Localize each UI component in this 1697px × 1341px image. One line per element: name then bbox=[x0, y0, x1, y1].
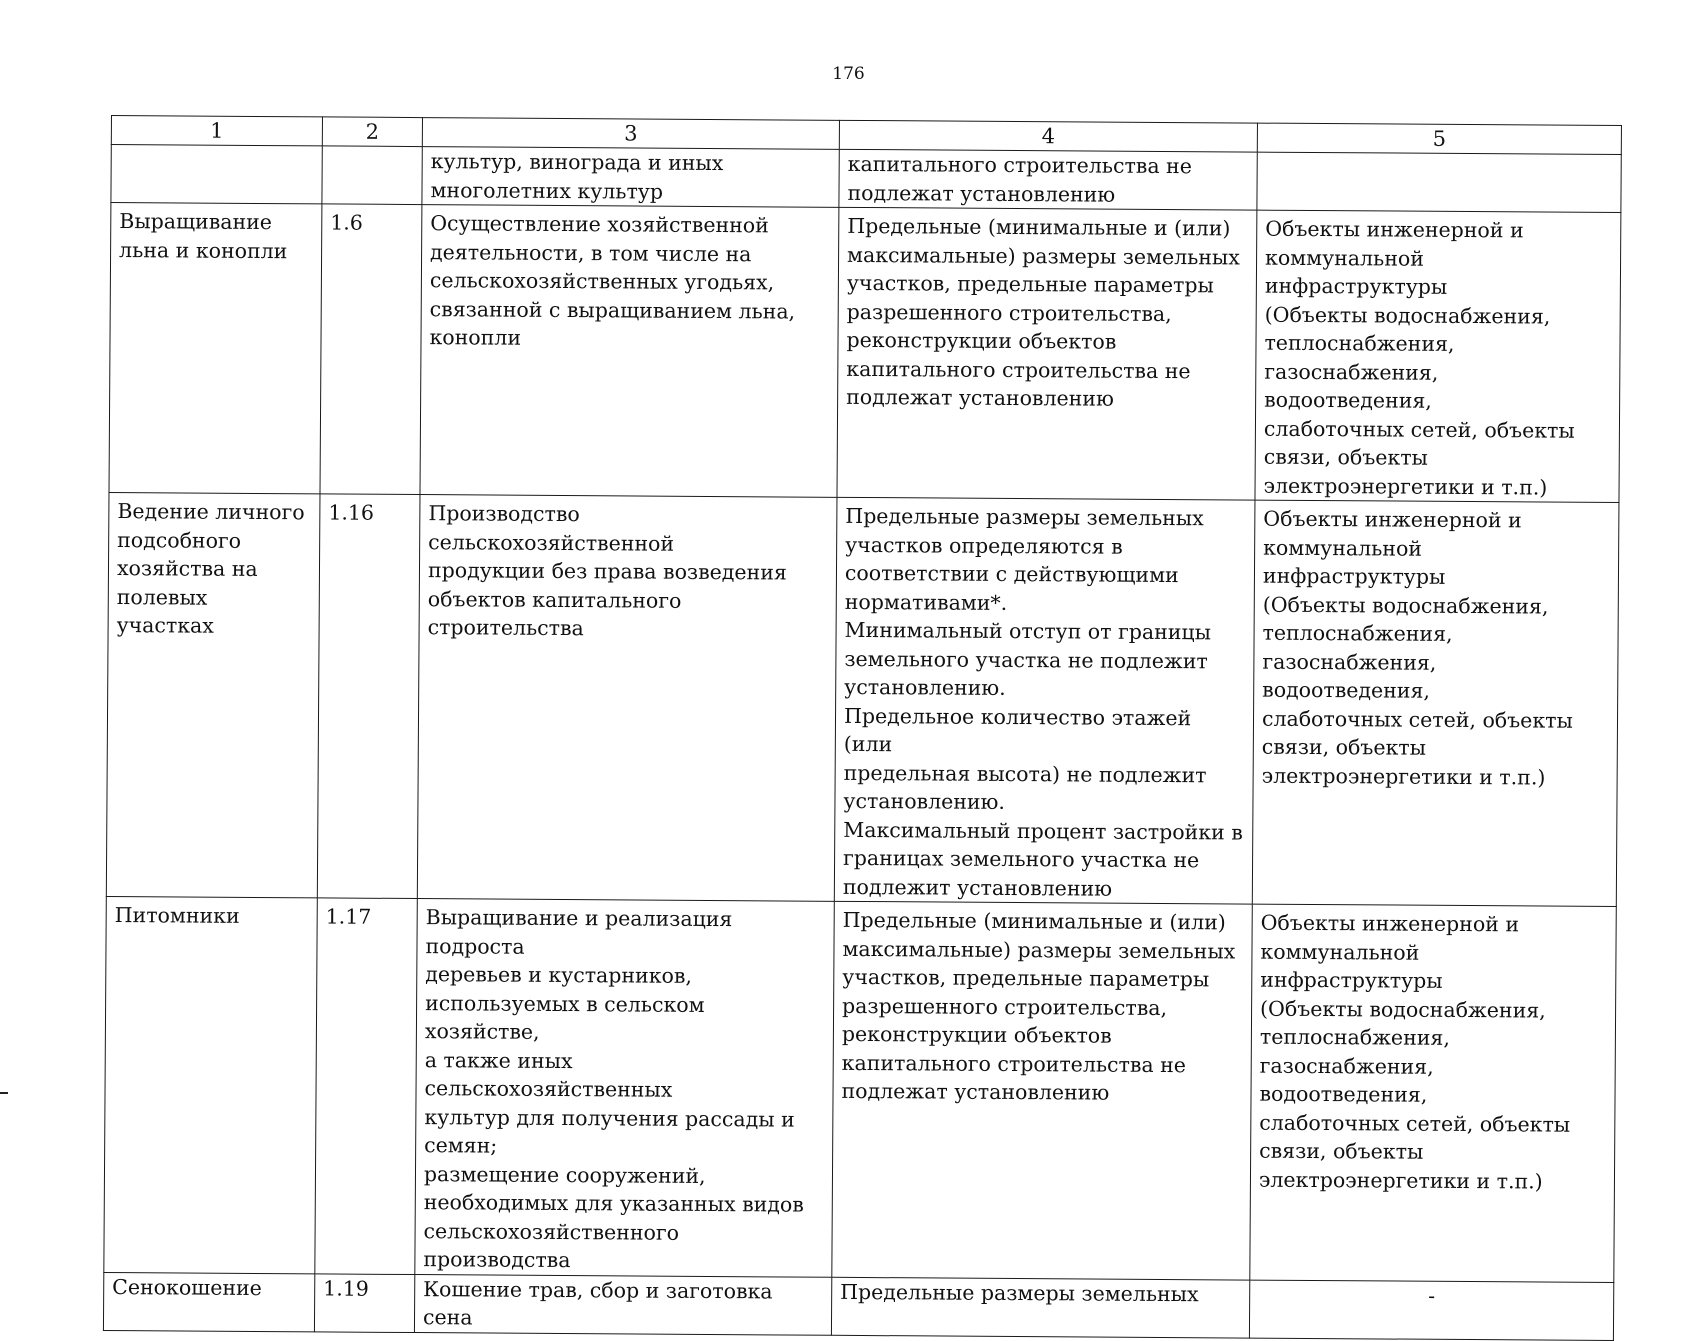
cell-description: Кошение трав, сбор и заготовка сена bbox=[414, 1274, 831, 1335]
column-header-4: 4 bbox=[839, 120, 1257, 152]
page-number: 176 bbox=[832, 64, 865, 84]
margin-mark bbox=[0, 1092, 8, 1094]
cell-use-name: Сенокошение bbox=[103, 1272, 314, 1331]
cell-auxiliary-uses: Объекты инженерной и коммунальной инфраструктуры (Объекты водоснабжения, теплоснабжения, газоснабжения, водоотведения, слаботочных сетей, объекты связи, объекты электроэнергетики и т.п.) bbox=[1252, 500, 1619, 906]
cell-description: Выращивание и реализация подроста деревьев и кустарников, используемых в сельском хозяйстве, а также иных сельскохозяйственных культур для получения рассады и семян; размещение сооружений, необходимых для указанных видов сельскохозяйственного производства bbox=[415, 899, 834, 1277]
table-row bbox=[103, 1272, 1613, 1340]
table-row bbox=[104, 896, 1616, 1282]
column-header-5: 5 bbox=[1257, 123, 1621, 154]
cell-auxiliary-uses bbox=[1257, 152, 1621, 212]
cell-auxiliary-uses: Объекты инженерной и коммунальной инфраструктуры (Объекты водоснабжения, теплоснабжения, газоснабжения, водоотведения, слаботочных сетей, объекты связи, объекты электроэнергетики и т.п.) bbox=[1255, 210, 1621, 502]
cell-auxiliary-uses: Объекты инженерной и коммунальной инфраструктуры (Объекты водоснабжения, теплоснабжения, газоснабжения, водоотведения, слаботочных сетей, объекты связи, объекты электроэнергетики и т.п.) bbox=[1250, 904, 1616, 1282]
column-header-1: 1 bbox=[111, 116, 322, 146]
cell-code: 1.17 bbox=[315, 898, 417, 1274]
cell-use-name bbox=[111, 145, 322, 204]
cell-description: культур, винограда и иных многолетних культур bbox=[422, 147, 839, 208]
cell-code bbox=[322, 146, 422, 205]
cell-code: 1.19 bbox=[314, 1273, 414, 1332]
table-row bbox=[109, 203, 1621, 503]
cell-code: 1.6 bbox=[320, 204, 422, 495]
cell-parameters: Предельные (минимальные и (или) максимальные) размеры земельных участков, предельные параметры разрешенного строительства, реконструкции объектов капитального строительства не подлежат установлению bbox=[837, 207, 1257, 500]
cell-parameters: Предельные (минимальные и (или) максимальные) размеры земельных участков, предельные параметры разрешенного строительства, реконструкции объектов капитального строительства не подлежат установлению bbox=[832, 901, 1252, 1279]
cell-description: Осуществление хозяйственной деятельности, в том числе на сельскохозяйственных угодьях, связанной с выращиванием льна, конопли bbox=[420, 205, 839, 498]
cell-use-name: Выращивание льна и конопли bbox=[109, 203, 322, 494]
cell-code: 1.16 bbox=[317, 494, 420, 899]
cell-parameters: Предельные размеры земельных bbox=[831, 1277, 1249, 1338]
cell-parameters: Предельные размеры земельных участков определяются в соответствии с действующими нормативами*. Минимальный отступ от границы земельного участка не подлежит установлению. Предельное количество этажей (или предельная высота) не подлежит установлению. Максимальный процент застройки в границах земельного участка не подлежит установлению bbox=[834, 497, 1255, 904]
table-row-continuation bbox=[111, 145, 1621, 213]
cell-parameters: капитального строительства не подлежат установлению bbox=[839, 149, 1257, 210]
cell-use-name: Питомники bbox=[104, 896, 317, 1273]
table-row bbox=[106, 492, 1619, 906]
cell-use-name: Ведение личного подсобного хозяйства на полевых участках bbox=[106, 492, 320, 897]
cell-auxiliary-uses: - bbox=[1249, 1280, 1613, 1340]
cell-description: Производство сельскохозяйственной продукции без права возведения объектов капитального строительства bbox=[417, 495, 837, 902]
column-header-2: 2 bbox=[322, 117, 422, 147]
land-use-table bbox=[103, 115, 1622, 1340]
column-header-3: 3 bbox=[422, 118, 839, 150]
